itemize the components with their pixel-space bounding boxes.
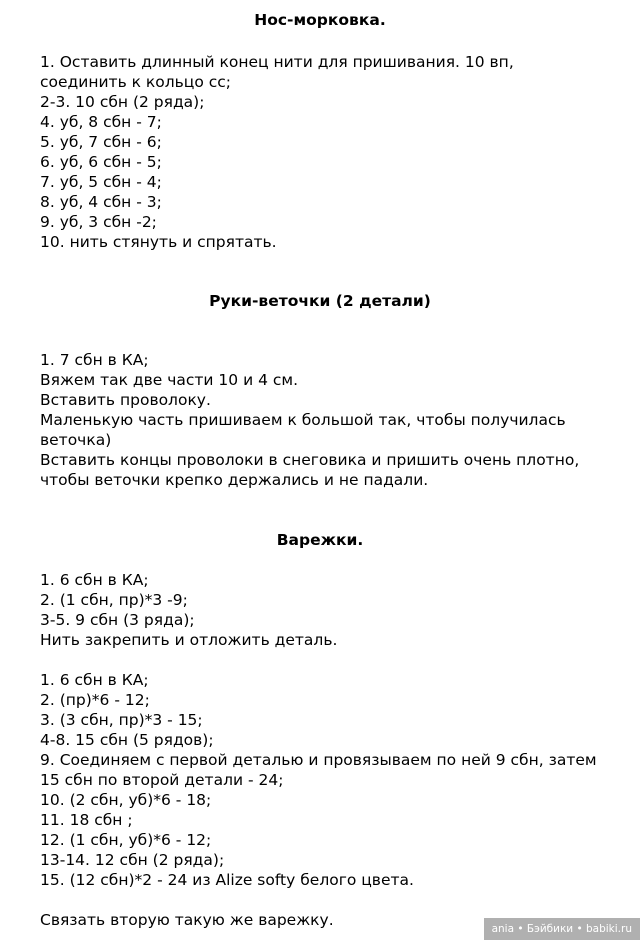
section-heading-mittens: Варежки. [276, 531, 364, 549]
instruction-line: 11. 18 сбн ; [40, 811, 133, 829]
instruction-line: 4. уб, 8 сбн - 7; [40, 113, 162, 131]
instruction-line: Маленькую часть пришиваем к большой так, чтобы получилась [40, 411, 566, 429]
section-heading-nose: Нос-морковка. [254, 11, 386, 29]
watermark: ania • Бэйбики • babiki.ru [484, 918, 640, 940]
instruction-line: 13-14. 12 сбн (2 ряда); [40, 851, 225, 869]
instruction-line: 12. (1 сбн, уб)*6 - 12; [40, 831, 212, 849]
instruction-line: 3-5. 9 сбн (3 ряда); [40, 611, 195, 629]
instruction-line: 7. уб, 5 сбн - 4; [40, 173, 162, 191]
instruction-line: Нить закрепить и отложить деталь. [40, 631, 338, 649]
instruction-line: 2. (пр)*6 - 12; [40, 691, 150, 709]
instruction-line: веточка) [40, 431, 112, 449]
instruction-line: 1. 6 сбн в КА; [40, 571, 149, 589]
instruction-line: 10. (2 сбн, уб)*6 - 18; [40, 791, 212, 809]
final-instruction: Связать вторую такую же варежку. [40, 911, 334, 929]
instruction-line: 8. уб, 4 сбн - 3; [40, 193, 162, 211]
mittens-part-2-instructions [40, 670, 630, 890]
arms-instructions [40, 350, 630, 490]
mittens-part-1-instructions [40, 570, 630, 650]
instruction-line: 15. (12 сбн)*2 - 24 из Alize softy белого цвета. [40, 871, 414, 889]
instruction-line: Вставить концы проволоки в снеговика и пришить очень плотно, [40, 451, 580, 469]
instruction-line: 1. Оставить длинный конец нити для пришивания. 10 вп, [40, 53, 514, 71]
instruction-line: Вставить проволоку. [40, 391, 211, 409]
instruction-line: Вяжем так две части 10 и 4 см. [40, 371, 298, 389]
instruction-line: 9. Соединяем с первой деталью и провязываем по ней 9 сбн, затем [40, 751, 597, 769]
instruction-line: 1. 7 сбн в КА; [40, 351, 149, 369]
instruction-line: 9. уб, 3 сбн -2; [40, 213, 157, 231]
instruction-line: 10. нить стянуть и спрятать. [40, 233, 277, 251]
instruction-line: 2-3. 10 сбн (2 ряда); [40, 93, 205, 111]
instruction-line: соединить к кольцо сс; [40, 73, 232, 91]
nose-instructions [40, 52, 630, 252]
instruction-line: 4-8. 15 сбн (5 рядов); [40, 731, 214, 749]
instruction-line: 2. (1 сбн, пр)*3 -9; [40, 591, 188, 609]
instruction-line: 1. 6 сбн в КА; [40, 671, 149, 689]
instruction-line: чтобы веточки крепко держались и не падали. [40, 471, 429, 489]
instruction-line: 6. уб, 6 сбн - 5; [40, 153, 162, 171]
instruction-line: 3. (3 сбн, пр)*3 - 15; [40, 711, 203, 729]
instruction-line: 5. уб, 7 сбн - 6; [40, 133, 162, 151]
section-heading-arms: Руки-веточки (2 детали) [209, 292, 431, 310]
instruction-line: 15 сбн по второй детали - 24; [40, 771, 284, 789]
